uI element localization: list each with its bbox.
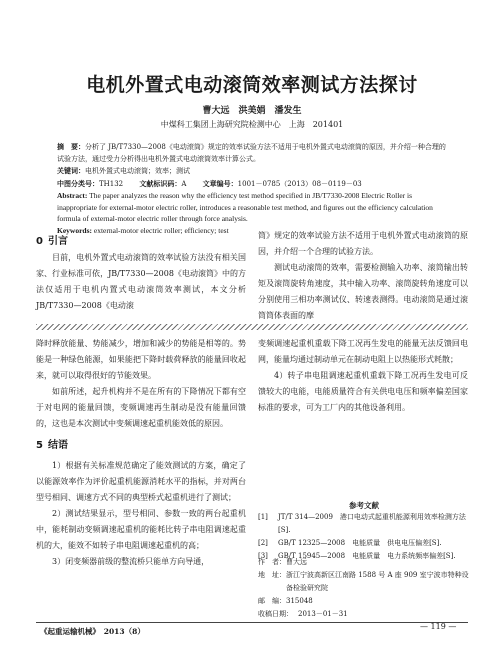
section-5-number: 5 bbox=[36, 440, 43, 451]
reference-text: GB/T 12325—2008 电能质量 供电电压偏差[S]. bbox=[278, 539, 442, 547]
footer-rule bbox=[36, 622, 468, 623]
author-info-key: 作 者： bbox=[258, 558, 286, 566]
author-info-value: 315048 bbox=[286, 597, 313, 605]
affiliation: 中煤科工集团上海研究院检测中心 上海 201401 bbox=[160, 120, 344, 129]
abstract-en-text: The paper analyzes the reason why the efficiency test method specified in JB/T7330-2008 Electric Roller is inappropriate for external-motor electric roller, introduces a reasonable test method, and figures out the efficiency calculation formula of external-motor electric roller through force analysis. bbox=[57, 191, 433, 223]
reference-number: [3] bbox=[258, 552, 268, 560]
doc-code-value: A bbox=[181, 179, 187, 188]
author-info-key: 收稿日期： bbox=[258, 610, 293, 618]
section-0-heading bbox=[36, 232, 68, 247]
author-info bbox=[258, 556, 470, 621]
section-0-number: 0 bbox=[36, 236, 43, 247]
authors: 曹大远 洪美娟 潘发生 bbox=[202, 106, 302, 116]
author-info-row bbox=[258, 556, 470, 569]
section-divider bbox=[36, 324, 468, 330]
reference-text: GB/T 15945—2008 电能质量 电力系统频率偏差[S]. bbox=[278, 552, 456, 560]
article-id-value: 1001－0785（2013）08－0119－03 bbox=[237, 179, 362, 188]
article-id-label: 文章编号： bbox=[202, 178, 238, 188]
author-info-value: 2013－01－31 bbox=[298, 610, 348, 618]
lower-right-paragraph-1: 变频调速起重机重载下降工况再生发电的能量无法反馈回电网，能量均通过制动单元在制动电阻上以热能形式耗散； bbox=[258, 339, 468, 364]
reference-item bbox=[258, 511, 470, 537]
lower-right-column bbox=[258, 336, 468, 416]
author-info-value: 曹大远 bbox=[286, 558, 307, 566]
intro-left-paragraph: 目前，电机外置式电动滚筒的效率试验方法没有相关国家、行业标准可依，JB/T7330—2008《电动滚筒》中的方法仅适用于电机内置式电动滚筒效率测试，本文分析 JB/T7330—2008《电动滚 bbox=[36, 253, 246, 310]
lower-right-paragraph-2: 4）转子串电阻调速起重机重载下降工况再生发电可反馈较大的电能，电能质量符合有关供电电压和频率偏差国家标准的要求，可为工厂内的其他设备利用。 bbox=[258, 371, 468, 412]
classification-line bbox=[57, 178, 449, 191]
intro-right-column bbox=[258, 228, 468, 324]
section-5-title: 结语 bbox=[47, 440, 68, 451]
clc-value: TH132 bbox=[99, 179, 124, 188]
conclusion-2: 2）测试结果显示，型号相同、参数一致的两台起重机中，能耗制动变频调速起重机的能耗比转子串电阻调速起重机的大，能效不如转子串电阻调速起重机的高； bbox=[36, 509, 246, 550]
abstract-block bbox=[57, 141, 449, 236]
keywords-cn-text: 电机外置式电动滚筒；效率；测试 bbox=[85, 167, 190, 175]
author-info-row bbox=[258, 569, 470, 595]
keywords-cn-label: 关键词： bbox=[57, 166, 85, 175]
reference-item bbox=[258, 537, 470, 550]
author-info-row bbox=[258, 595, 470, 608]
conclusion-3: 3）闭变频器前级的整流桥只能单方向导通， bbox=[52, 557, 210, 566]
author-info-row bbox=[258, 608, 470, 621]
clc-label: 中图分类号： bbox=[57, 178, 99, 188]
abstract-en bbox=[57, 190, 449, 225]
keywords-en-label: Keywords: bbox=[57, 225, 92, 235]
section-0-title: 引言 bbox=[47, 236, 68, 247]
references-heading: 参考文献 bbox=[349, 501, 379, 510]
page-number: — 119 — bbox=[420, 622, 457, 631]
author-info-value: 浙江宁波高新区江南路 1588 号 A 座 909 室宁波市特种设备检验研究院 bbox=[286, 571, 469, 592]
reference-number: [1] bbox=[258, 513, 268, 521]
section-5-heading bbox=[36, 438, 246, 454]
reference-number: [2] bbox=[258, 539, 268, 547]
keywords-cn bbox=[57, 165, 449, 178]
abstract-cn-text: 分析了 JB/T7330—2008《电动滚筒》规定的效率试验方法不适用于电机外置式电动滚筒的原因，并介绍一种合理的试验方法，通过受力分析得出电机外置式电动滚筒效率计算公式。 bbox=[57, 143, 446, 163]
author-info-key: 邮 编： bbox=[258, 597, 286, 605]
intro-right-paragraph-2: 测试电动滚筒的效率，需要检测输入功率、滚筒输出转矩及滚筒旋转角速度，其中输入功率、滚筒旋转角速度可以分别使用三相功率测试仪、转速表测得。电动滚筒是通过滚筒筒体表面的摩 bbox=[258, 263, 468, 320]
intro-right-paragraph: 筒》规定的效率试验方法不适用于电机外置式电动滚筒的原因，并介绍一个合理的试验方法。 bbox=[258, 231, 468, 256]
lower-left-paragraph-1: 降时释放能量、势能减少，增加和减少的势能是相等的。势能是一种绿色能源，如果能把下降时载荷释放的能量回收起来，就可以取得很好的节能效果。 bbox=[36, 339, 246, 380]
conclusion-1: 1）根据有关标准规范确定了能效测试的方案，确定了以能源效率作为评价起重机能源消耗水平的指标，并对两台型号相同、调速方式不同的典型桥式起重机进行了测试； bbox=[36, 461, 246, 502]
journal-footer: 《起重运输机械》 2013（8） bbox=[40, 627, 145, 636]
author-info-key: 地 址： bbox=[258, 571, 286, 579]
abstract-en-label: Abstract: bbox=[57, 191, 88, 200]
reference-text: JT/T 314—2009 港口电动式起重机能源利用效率检测方法[S]. bbox=[278, 513, 466, 534]
keywords-en-text: external-motor electric roller; efficiency; test bbox=[93, 225, 229, 235]
intro-left-column bbox=[36, 250, 246, 314]
abstract-cn bbox=[57, 141, 449, 165]
doc-code-label: 文献标识码： bbox=[139, 178, 182, 188]
paper-title: 电机外置式电动滚筒效率测试方法探讨 bbox=[86, 74, 418, 96]
abstract-cn-label: 摘 要： bbox=[57, 142, 85, 151]
lower-left-paragraph-2: 如前所述，起升机构并不是在所有的下降情况下都有空于对电网的能量回馈，变频调速再生制动是没有能量回馈的，这也是本次测试中变频调速起重机能效低的原因。 bbox=[36, 387, 246, 428]
lower-left-column bbox=[36, 336, 246, 570]
